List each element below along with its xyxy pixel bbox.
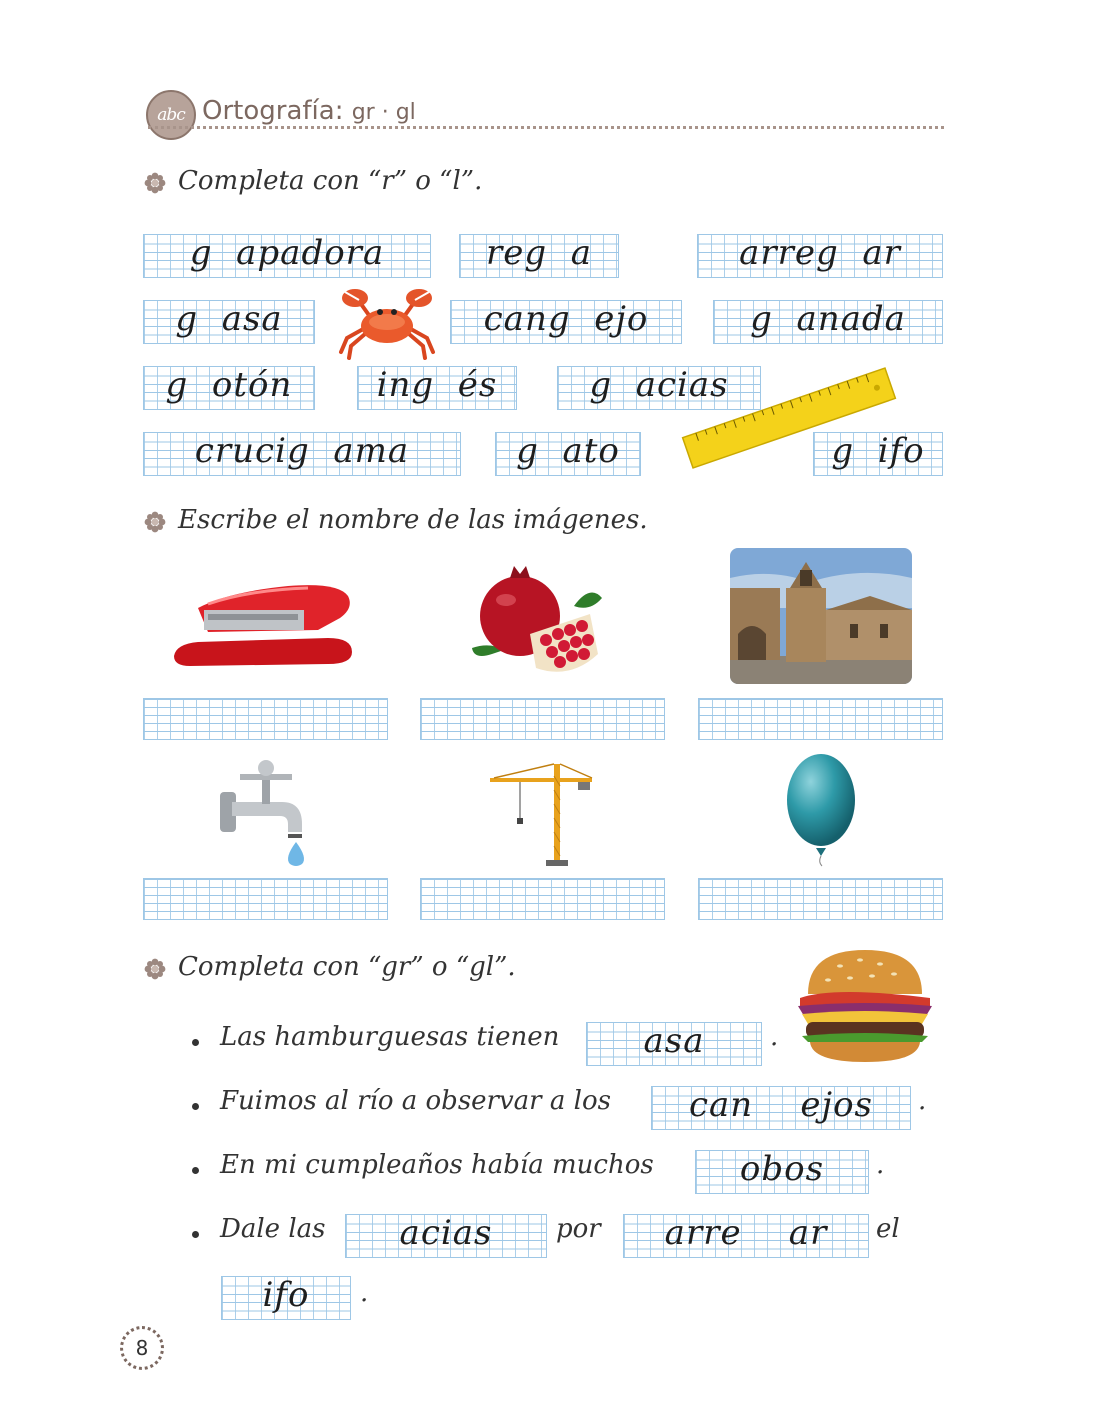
bullet [192, 1103, 199, 1110]
header-divider [148, 126, 944, 129]
word-box[interactable]: cang ejo [450, 300, 682, 344]
word-box[interactable]: g anada [713, 300, 943, 344]
word-box[interactable]: g apadora [143, 234, 431, 278]
word-box[interactable]: reg a [459, 234, 619, 278]
sentence-3-end: . [876, 1150, 885, 1180]
balloon-icon [784, 752, 858, 868]
blank-box[interactable]: ifo [221, 1276, 351, 1320]
word-box[interactable]: g ato [495, 432, 641, 476]
answer-box[interactable] [143, 878, 388, 920]
hamburger-icon [794, 946, 936, 1066]
sentence-1-text: Las hamburguesas tienen [220, 1022, 560, 1052]
sentence-2-end: . [918, 1086, 927, 1116]
word-box[interactable]: g ifo [813, 432, 943, 476]
blank-box[interactable]: acias [345, 1214, 547, 1258]
flower-bullet-icon [144, 511, 166, 533]
word-box[interactable]: g acias [557, 366, 761, 410]
word-box[interactable]: g asa [143, 300, 315, 344]
page-number: 8 [120, 1326, 164, 1370]
bullet [192, 1039, 199, 1046]
sentence-4-text: Dale las [220, 1214, 326, 1244]
exercise3-instruction: Completa con “gr” o “gl”. [178, 952, 516, 982]
stapler-icon [168, 578, 358, 670]
faucet-icon [218, 752, 318, 868]
crane-icon [490, 756, 594, 868]
answer-box[interactable] [420, 698, 665, 740]
answer-box[interactable] [143, 698, 388, 740]
sentence-5-end: . [360, 1278, 369, 1308]
church-photo-icon [730, 548, 912, 684]
answer-box[interactable] [698, 878, 943, 920]
sentence-4-end: el [876, 1214, 900, 1244]
bullet [192, 1231, 199, 1238]
blank-box[interactable]: obos [695, 1150, 869, 1194]
crab-icon [335, 282, 439, 362]
abc-badge-icon: abc [146, 90, 196, 140]
answer-box[interactable] [698, 698, 943, 740]
word-box[interactable]: crucig ama [143, 432, 461, 476]
flower-bullet-icon [144, 172, 166, 194]
word-box[interactable]: g otón [143, 366, 315, 410]
pomegranate-icon [470, 564, 604, 682]
sentence-3-text: En mi cumpleaños había muchos [220, 1150, 654, 1180]
blank-box[interactable]: asa [586, 1022, 762, 1066]
sentence-1-end: . [770, 1022, 779, 1052]
exercise1-instruction: Completa con “r” o “l”. [178, 166, 483, 196]
page-title: Ortografía: gr · gl [202, 96, 416, 126]
word-box[interactable]: arreg ar [697, 234, 943, 278]
sentence-2-text: Fuimos al río a observar a los [220, 1086, 611, 1116]
exercise2-instruction: Escribe el nombre de las imágenes. [178, 505, 648, 535]
answer-box[interactable] [420, 878, 665, 920]
sentence-4-mid: por [556, 1214, 601, 1244]
bullet [192, 1167, 199, 1174]
page-subtitle: gr · gl [351, 100, 416, 125]
blank-box[interactable]: can ejos [651, 1086, 911, 1130]
blank-box[interactable]: arre ar [623, 1214, 869, 1258]
flower-bullet-icon [144, 958, 166, 980]
ruler-icon [676, 362, 902, 474]
word-box[interactable]: ing és [357, 366, 517, 410]
